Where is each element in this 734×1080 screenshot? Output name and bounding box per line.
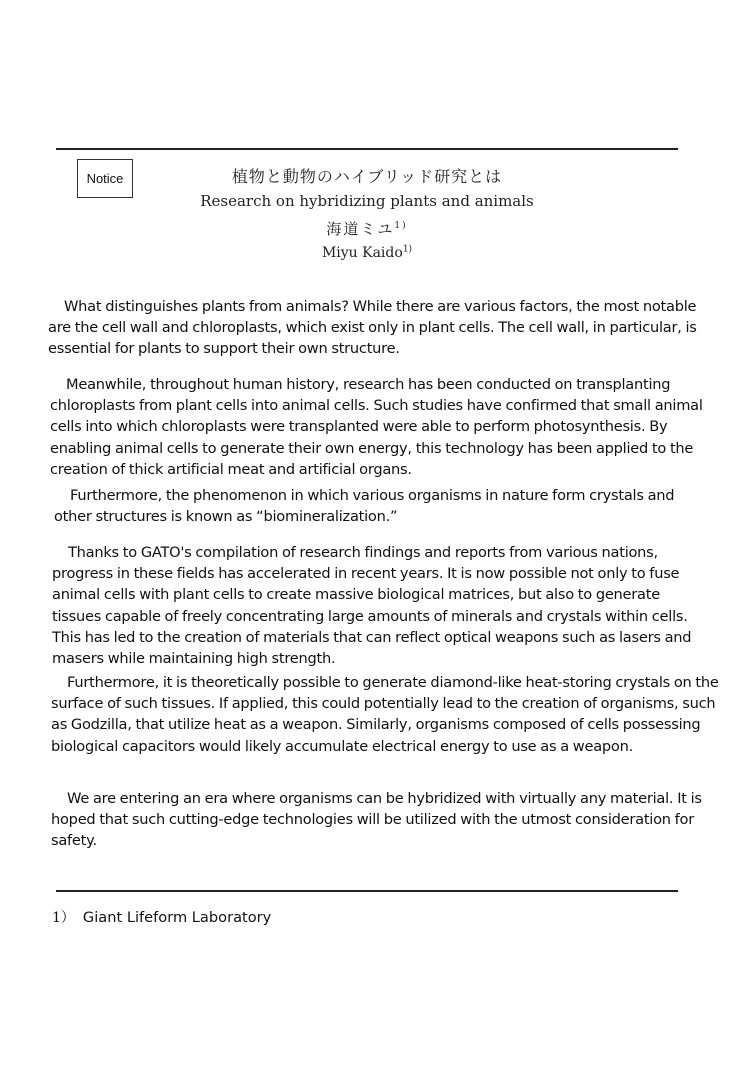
footnote-text: Giant Lifeform Laboratory [82,909,272,926]
body-paragraph: Thanks to GATO's compilation of research findings and reports from various nations, progress in these fields has accelerated in recent years. It is now possible not only to fuse animal cells with plant cells to create massive biological matrices, but also to generate tissues capable of freely concentrating large amounts of minerals and crystals within cells. This has led to the creation of materials that can reflect optical weapons such as lasers and masers while maintaining high strength. [52,544,692,668]
author-japanese-name: 海道ミユ [326,220,395,238]
author-english [0,245,734,261]
body-paragraph: Meanwhile, throughout human history, research has been conducted on transplanting chloroplasts from plant cells into animal cells. Such studies have confirmed that small animal cells into which chloroplasts were transplanted were able to perform photosynthesis. By enabling animal cells to generate their own energy, this technology has been applied to the creation of thick artificial meat and artificial organs. [50,376,703,478]
author-english-name: Miyu Kaido [321,245,403,261]
footnote-marker: 1） [52,910,75,926]
footnote [52,908,271,928]
notice-text: Notice [86,171,124,186]
author-japanese [0,218,734,239]
body-paragraph: Furthermore, the phenomenon in which various organisms in nature form crystals and other structures is known as “biomineralization.” [54,487,675,526]
author-english-affiliation: 1) [402,244,413,255]
title-english: Research on hybridizing plants and animals [200,192,534,210]
bottom-divider [56,890,678,892]
title-japanese: 植物と動物のハイブリッド研究とは [231,167,503,186]
body-paragraph: What distinguishes plants from animals? While there are various factors, the most notable are the cell wall and chloroplasts, which exist only in plant cells. The cell wall, in particular, is essential for plants to support their own structure. [48,298,697,358]
body-paragraph: We are entering an era where organisms can be hybridized with virtually any material. It is hoped that such cutting-edge technologies will be utilized with the utmost consideration for safety. [51,790,702,850]
body-paragraph: Furthermore, it is theoretically possible to generate diamond-like heat-storing crystals on the surface of such tissues. If applied, this could potentially lead to the creation of organisms, such as Godzilla, that utilize heat as a weapon. Similarly, organisms composed of cells possessing biological capacitors would likely accumulate electrical energy to use as a weapon. [51,674,719,755]
author-japanese-affiliation: 1) [394,221,408,231]
top-divider [56,148,678,150]
